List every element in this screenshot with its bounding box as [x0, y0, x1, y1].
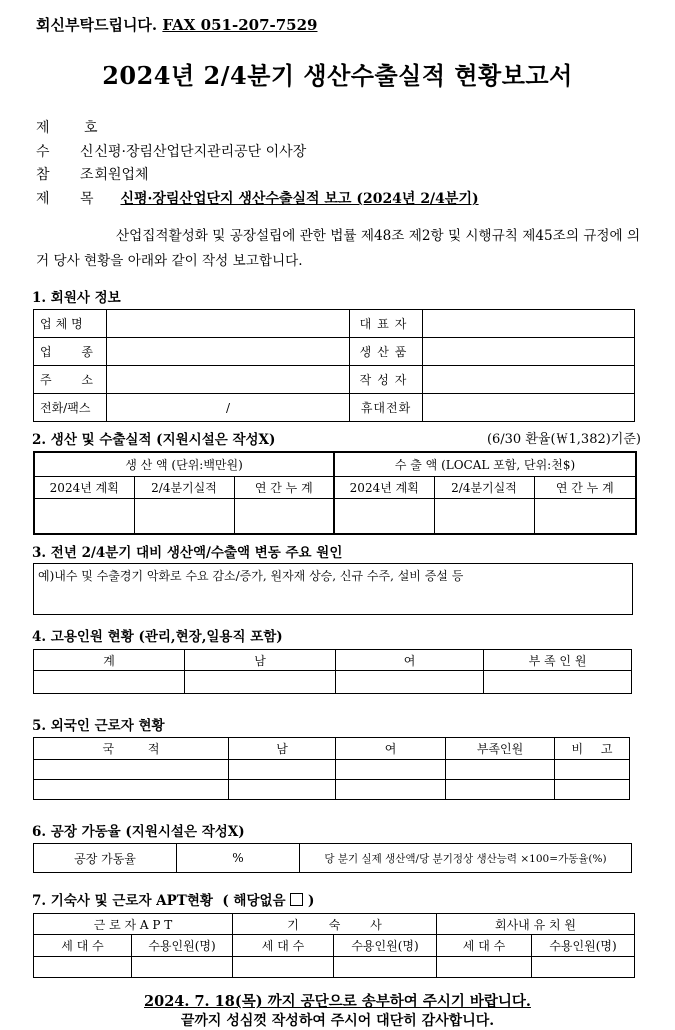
input-cell[interactable]	[132, 957, 233, 978]
mobile-field[interactable]	[423, 394, 635, 422]
table-row	[34, 394, 635, 422]
group-header-dormitory: 기 숙 사	[233, 914, 437, 935]
section-2-title: 2. 생산 및 수출실적 (지원시설은 작성X)	[32, 432, 276, 448]
writer-label: 작성자	[350, 366, 423, 394]
address-label: 주 소	[34, 366, 107, 394]
ceo-field[interactable]	[423, 310, 635, 338]
table-row	[34, 760, 630, 780]
input-cell[interactable]	[434, 498, 534, 534]
input-cell[interactable]	[34, 760, 229, 780]
reference-value: 회원업체	[94, 167, 149, 183]
table-row	[34, 452, 636, 476]
export-header: 수 출 액 (LOCAL 포함, 단위:천$)	[334, 452, 636, 476]
production-header: 생 산 액 (단위:백만원)	[34, 452, 334, 476]
recipient-value: 신평·장림산업단지관리공단 이사장	[94, 144, 307, 160]
thanks-notice: 끝까지 성심껏 작성하여 주시어 대단히 감사합니다.	[180, 1013, 495, 1029]
table-row	[34, 935, 635, 957]
column-header: 세 대 수	[437, 935, 532, 957]
housing-table	[33, 913, 635, 978]
input-cell[interactable]	[34, 957, 132, 978]
column-header: 2024년 계획	[34, 476, 134, 498]
doc-number-label: 제 호	[36, 120, 98, 136]
column-header: 연 간 누 계	[534, 476, 636, 498]
phone-fax-field[interactable]: /	[107, 394, 350, 422]
column-header: 계	[34, 650, 185, 671]
subject-value: 신평·장림산업단지 생산수출실적 보고 (2024년 2/4분기)	[120, 191, 479, 207]
input-cell[interactable]	[229, 760, 336, 780]
reference-label: 참 조	[36, 167, 94, 183]
section-4-title: 4. 고용인원 현황 (관리,현장,일용직 포함)	[32, 629, 283, 645]
fax-request-text: 회신부탁드립니다.	[36, 16, 158, 34]
column-header: 비 고	[555, 738, 630, 760]
column-header: 수용인원(명)	[532, 935, 635, 957]
product-label: 생산품	[350, 338, 423, 366]
document-title: 2024년 2/4분기 생산수출실적 현황보고서	[102, 61, 573, 90]
company-name-field[interactable]	[107, 310, 350, 338]
section-3-title: 3. 전년 2/4분기 대비 생산액/수출액 변동 주요 원인	[32, 545, 343, 561]
not-applicable-close: )	[308, 893, 315, 909]
table-row	[34, 957, 635, 978]
column-header: 세 대 수	[34, 935, 132, 957]
reference-row	[36, 164, 149, 184]
input-cell[interactable]	[555, 760, 630, 780]
column-header: 남	[229, 738, 336, 760]
section-5-title: 5. 외국인 근로자 현황	[32, 718, 165, 734]
table-row	[34, 780, 630, 800]
fax-number: FAX 051-207-7529	[162, 16, 318, 34]
table-row	[34, 671, 632, 694]
input-cell[interactable]	[185, 671, 336, 694]
group-header-kindergarten: 회사내 유 치 원	[437, 914, 635, 935]
input-cell[interactable]	[233, 957, 334, 978]
input-cell[interactable]	[446, 760, 555, 780]
phone-fax-label: 전화/팩스	[34, 394, 107, 422]
input-cell[interactable]	[334, 957, 437, 978]
table-row	[34, 738, 630, 760]
input-cell[interactable]	[336, 671, 484, 694]
input-cell[interactable]	[134, 498, 234, 534]
column-header: 2024년 계획	[334, 476, 434, 498]
employment-table	[33, 649, 632, 694]
table-row	[34, 914, 635, 935]
table-row	[34, 310, 635, 338]
exchange-rate-note: (6/30 환율(￦1,382)기준)	[486, 432, 641, 447]
column-header: 수용인원(명)	[334, 935, 437, 957]
deadline-notice	[0, 990, 675, 1011]
input-cell[interactable]	[484, 671, 632, 694]
section-7-title-text: 7. 기숙사 및 근로자 APT현황	[32, 893, 213, 909]
input-cell[interactable]	[336, 760, 446, 780]
column-header: 2/4분기실적	[434, 476, 534, 498]
address-field[interactable]	[107, 366, 350, 394]
subject-row	[36, 188, 479, 208]
doc-number-row	[36, 117, 98, 137]
change-reason-example: 예)내수 및 수출경기 악화로 수요 감소/증가, 원자재 상승, 신규 수주, 설비 증설 등	[38, 569, 464, 583]
input-cell[interactable]	[336, 780, 446, 800]
input-cell[interactable]	[234, 498, 334, 534]
utilization-formula: 당 분기 실제 생산액/당 분기정상 생산능력 ×100=가동율(%)	[300, 844, 632, 873]
writer-field[interactable]	[423, 366, 635, 394]
column-header: 세 대 수	[233, 935, 334, 957]
input-cell[interactable]	[437, 957, 532, 978]
foreign-worker-table	[33, 737, 630, 800]
mobile-label: 휴대전화	[350, 394, 423, 422]
column-header: 부족인원	[446, 738, 555, 760]
ceo-label: 대표자	[350, 310, 423, 338]
column-header: 여	[336, 650, 484, 671]
group-header-apt: 근 로 자 A P T	[34, 914, 233, 935]
table-row	[34, 476, 636, 498]
column-header: 수용인원(명)	[132, 935, 233, 957]
industry-label: 업 종	[34, 338, 107, 366]
section-1-title: 1. 회원사 정보	[32, 290, 121, 306]
section-7-title	[32, 889, 314, 909]
table-row	[34, 498, 636, 534]
company-name-label: 업체명	[34, 310, 107, 338]
deadline-text: 2024. 7. 18(목) 까지 공단으로 송부하여 주시기 바랍니다.	[144, 993, 531, 1010]
column-header: 여	[336, 738, 446, 760]
input-cell[interactable]	[446, 780, 555, 800]
member-info-table	[33, 309, 635, 422]
column-header: 연 간 누 계	[234, 476, 334, 498]
table-row	[34, 338, 635, 366]
recipient-label: 수 신	[36, 144, 94, 160]
input-cell[interactable]	[229, 780, 336, 800]
section-6-title: 6. 공장 가동율 (지원시설은 작성X)	[32, 824, 245, 840]
industry-field[interactable]	[107, 338, 350, 366]
input-cell[interactable]	[34, 780, 229, 800]
table-row	[34, 366, 635, 394]
utilization-label: 공장 가동율	[34, 844, 177, 873]
column-header: 2/4분기실적	[134, 476, 234, 498]
column-header: 국 적	[34, 738, 229, 760]
intro-paragraph: 산업집적활성화 및 공장설립에 관한 법률 제48조 제2항 및 시행규칙 제45조의 규정에 의거 당사 현황을 아래와 같이 작성 보고합니다.	[36, 228, 641, 269]
product-field[interactable]	[423, 338, 635, 366]
column-header: 부 족 인 원	[484, 650, 632, 671]
recipient-row	[36, 141, 306, 161]
production-export-table	[33, 451, 637, 535]
column-header: 남	[185, 650, 336, 671]
change-reason-box[interactable]	[33, 563, 633, 615]
table-row	[34, 650, 632, 671]
input-cell[interactable]	[334, 498, 434, 534]
input-cell[interactable]	[34, 498, 134, 534]
fax-request-line	[36, 14, 317, 35]
utilization-field[interactable]	[177, 844, 300, 873]
table-row	[34, 844, 632, 873]
input-cell[interactable]	[534, 498, 636, 534]
input-cell[interactable]	[34, 671, 185, 694]
input-cell[interactable]	[532, 957, 635, 978]
subject-label: 제 목	[36, 191, 94, 207]
percent-unit: %	[232, 851, 244, 865]
input-cell[interactable]	[555, 780, 630, 800]
utilization-table	[33, 843, 632, 873]
not-applicable-label: ( 해당없음	[222, 893, 286, 909]
not-applicable-checkbox[interactable]	[290, 893, 303, 906]
